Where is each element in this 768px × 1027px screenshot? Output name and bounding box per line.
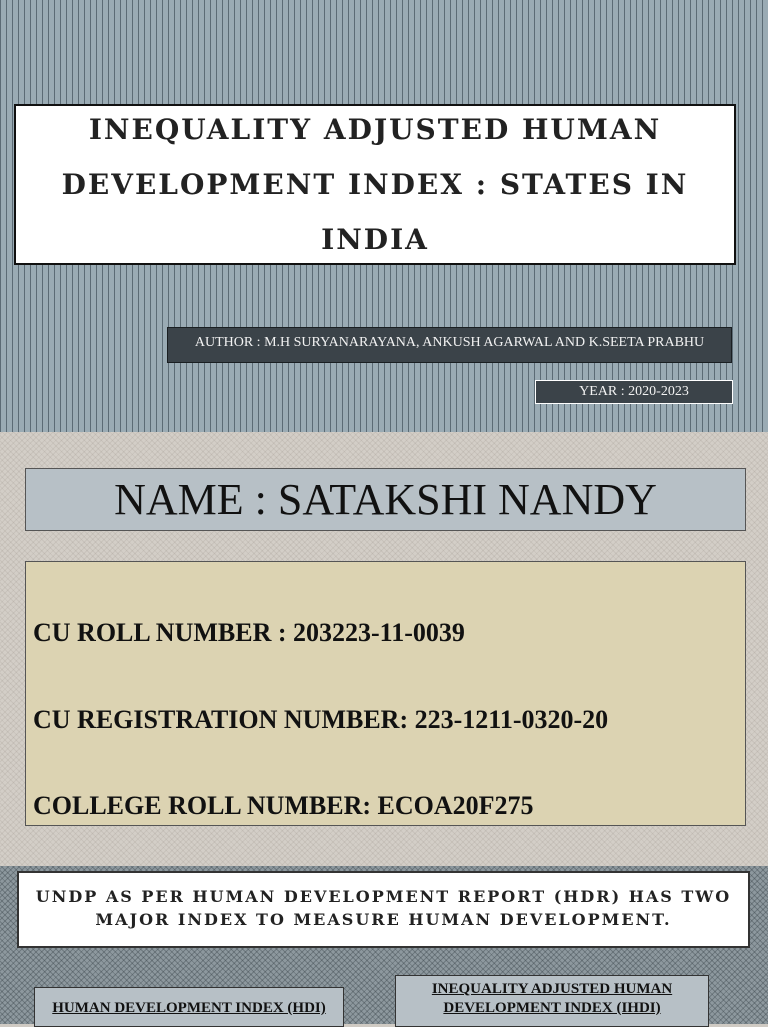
ihdi-label: INEQUALITY ADJUSTED HUMAN DEVELOPMENT INDEX (IHDI) — [395, 975, 709, 1027]
hdi-label: HUMAN DEVELOPMENT INDEX (HDI) — [34, 987, 344, 1027]
title-slide — [0, 0, 768, 432]
presentation-title: INEQUALITY ADJUSTED HUMAN DEVELOPMENT INDEX : STATES IN INDIA — [61, 113, 689, 256]
student-name: NAME : SATAKSHI NANDY — [25, 468, 746, 531]
cu-registration-number: CU REGISTRATION NUMBER: 223-1211-0320-20 — [33, 705, 609, 734]
student-info-slide — [0, 432, 768, 866]
undp-intro-text: UNDP AS PER HUMAN DEVELOPMENT REPORT (HDR) HAS TWO MAJOR INDEX TO MEASURE HUMAN DEVELOPMENT. — [17, 871, 750, 948]
student-details-box — [25, 561, 746, 826]
index-intro-slide — [0, 866, 768, 1024]
author-label: AUTHOR : M.H SURYANARAYANA, ANKUSH AGARWAL AND K.SEETA PRABHU — [167, 327, 732, 363]
year-label: YEAR : 2020-2023 — [535, 380, 733, 404]
college-roll-number: COLLEGE ROLL NUMBER: ECOA20F275 — [33, 791, 534, 820]
title-box — [14, 104, 736, 265]
cu-roll-number: CU ROLL NUMBER : 203223-11-0039 — [33, 618, 465, 647]
